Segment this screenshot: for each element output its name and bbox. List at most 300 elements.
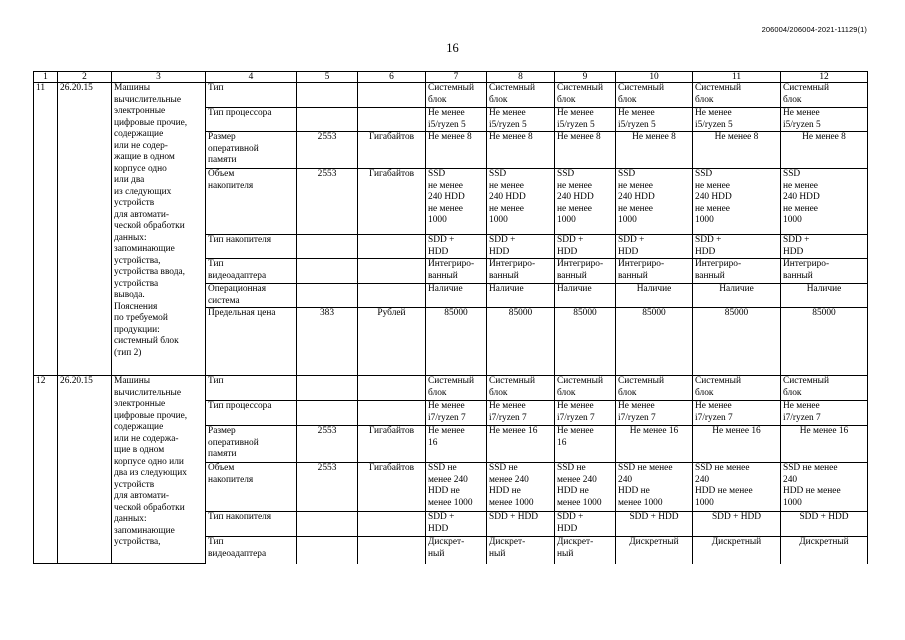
value-cell [616,284,693,308]
characteristic-line: Тип [208,83,224,93]
value-line: SDD + [428,512,455,522]
value-line: Интегриро- [783,259,830,269]
value-line: SDD + [557,235,584,245]
product-name-line: вычислительные [114,387,182,398]
value-line: Интегриро- [695,259,742,269]
value-line: Не менее 8 [802,132,846,142]
unit-cell [358,401,426,426]
value-line: ный [428,548,445,559]
product-name-line: два из следующих [114,468,187,478]
value-line: ный [489,548,506,559]
okei-code-cell [297,83,358,108]
value-cell [781,463,868,512]
value-cell [616,259,693,284]
value-line: SSD [695,169,713,179]
unit-cell [358,537,426,564]
value-line: Системный [557,83,603,93]
value-line: Не менее [489,401,526,411]
value-line: i7/ryzen 7 [557,412,595,423]
unit-cell [358,259,426,284]
value-line: 240 HDD [489,192,526,202]
value-line: HDD [557,523,578,534]
value-line: не менее [618,180,653,191]
characteristic-cell [206,426,297,463]
value-line: менее 240 [557,474,597,485]
okei-code: 2553 [317,169,337,179]
value-line: не менее [695,203,730,214]
characteristic-cell [206,169,297,235]
value-line: Интегриро- [618,259,665,269]
value-cell [555,235,616,259]
value-line: не менее [489,180,524,191]
value-line: Не менее [618,108,655,118]
value-line: ный [557,548,574,559]
value-line: менее 1000 [557,497,602,508]
document-id: 206004/206004-2021-11129(1) [761,25,867,34]
unit-cell [358,284,426,308]
characteristic-cell [206,259,297,284]
product-name-line: щие в одном [114,445,165,455]
product-name-line: устройства, [114,537,161,547]
value-line: 1000 [695,215,714,225]
product-name-line: или не содер- [114,140,168,151]
value-line: 85000 [812,308,836,318]
value-cell [426,83,487,108]
value-cell [555,512,616,537]
product-name-line: Машины [114,376,151,386]
characteristic-line: видеоадаптера [208,548,267,559]
value-cell [487,235,555,259]
unit-name: Гигабайтов [368,426,415,436]
value-line: 240 HDD [557,192,594,202]
value-cell [487,463,555,512]
value-line: не менее [783,180,818,191]
row-number-cell [34,83,58,376]
value-line: Наличие [806,284,842,294]
value-line: HDD не [557,486,589,496]
value-line: 240 HDD [618,192,655,202]
value-line: блок [557,387,576,398]
value-cell [616,235,693,259]
value-line: блок [489,94,508,105]
value-cell [487,376,555,401]
value-cell [693,401,781,426]
value-line: 240 HDD [783,192,820,202]
characteristic-line: памяти [208,449,237,459]
value-cell [781,537,868,564]
okei-code-cell [297,401,358,426]
value-line: Наличие [719,284,754,294]
value-line: менее 240 [489,474,529,485]
okei-code: 2553 [317,463,337,473]
value-line: ванный [428,270,458,281]
value-cell [693,108,781,132]
value-line: Не менее 8 [632,132,676,142]
value-line: SDD + HDD [799,512,849,522]
value-line: SDD + [557,512,584,522]
column-header: 3 [112,72,206,83]
characteristic-cell [206,376,297,401]
value-line: 1000 [428,215,447,225]
value-line: i5/ryzen 5 [695,119,733,130]
product-name-line: данных: [114,514,147,524]
value-cell [781,108,868,132]
value-cell [781,83,868,108]
table-row [34,376,868,401]
value-line: SSD [489,169,507,179]
column-header: 10 [616,72,693,83]
characteristic-line: видеоадаптера [208,270,267,281]
value-line: SSD [783,169,801,179]
value-cell [693,463,781,512]
unit-name: Гигабайтов [368,169,415,179]
characteristic-line: Операционная [208,284,267,294]
value-line: Наличие [557,284,592,294]
value-line: Системный [489,83,535,93]
unit-cell [358,235,426,259]
value-line: SDD + [695,235,722,245]
unit-name: Гигабайтов [368,463,415,473]
value-line: Не менее [783,108,820,118]
value-cell [426,537,487,564]
product-name-cell [112,376,206,564]
row-number: 11 [36,83,46,93]
product-name-line: системный блок [114,336,179,346]
product-name-line: устройства ввода, [114,267,185,277]
value-line: Системный [618,376,664,386]
column-number-row [34,72,868,83]
characteristic-cell [206,463,297,512]
row-number: 12 [36,376,46,386]
product-name-line: устройства [114,278,159,289]
value-line: Дискрет- [489,537,526,547]
okei-code-cell [297,463,358,512]
value-line: блок [618,94,637,105]
characteristic-line: Тип накопителя [208,235,272,245]
value-line: Дискретный [799,537,849,547]
unit-cell [358,463,426,512]
value-cell [426,108,487,132]
product-name-line: жащие в одном [114,152,175,162]
product-name-line: из следующих [114,186,172,197]
value-line: HDD [783,246,804,257]
value-line: SSD [557,169,575,179]
value-line: Не менее [618,401,655,411]
product-name-line: Машины [114,83,151,93]
value-line: Системный [695,376,741,386]
okei-code: 2553 [317,132,337,142]
value-line: не менее [695,180,730,191]
value-line: не менее [557,203,592,214]
value-line: Системный [783,83,829,93]
value-line: Системный [618,83,664,93]
product-name-line: для автомати- [114,491,169,501]
value-line: HDD не [489,486,521,496]
characteristic-cell [206,512,297,537]
value-line: не менее [428,203,463,214]
value-line: 85000 [724,308,749,318]
product-name-line: содержащие [114,129,164,139]
okei-code-cell [297,426,358,463]
column-header: 5 [297,72,358,83]
unit-cell [358,376,426,401]
product-name-line: (тип 2) [114,347,142,358]
value-cell [616,376,693,401]
value-cell [555,108,616,132]
table-row [34,83,868,108]
value-line: 85000 [573,308,597,318]
value-cell [555,376,616,401]
value-line: Не менее 8 [557,132,601,142]
product-name-line: электронные [114,399,166,409]
value-cell [426,376,487,401]
characteristic-line: Размер [208,426,236,436]
value-cell [616,426,693,463]
okei-code-cell [297,284,358,308]
value-line: Не менее 8 [428,132,472,142]
product-name-line: ческой обработки [114,502,185,513]
value-cell [487,169,555,235]
value-line: Дискрет- [428,537,465,547]
value-cell [616,132,693,169]
value-cell [781,401,868,426]
value-line: SDD + HDD [711,512,762,522]
value-cell [426,259,487,284]
value-line: Не менее [428,401,465,411]
value-cell [616,308,693,376]
characteristic-line: Тип [208,376,224,386]
value-line: блок [489,387,508,398]
value-line: Не менее [695,108,732,118]
product-name-line: устройств [114,479,155,490]
value-line: i5/ryzen 5 [489,119,527,130]
value-line: SDD + HDD [489,512,539,522]
value-line: SSD не [428,463,457,473]
product-name-line: содержащие [114,422,164,432]
product-name-line: запоминающие [114,525,175,536]
value-cell [616,463,693,512]
value-line: HDD не менее [695,486,753,496]
value-cell [781,512,868,537]
characteristic-line: Объем [208,169,235,179]
value-cell [555,426,616,463]
value-line: ванный [489,270,519,281]
value-line: HDD не менее [783,486,841,496]
value-line: ванный [557,270,587,281]
characteristic-cell [206,537,297,564]
product-name-line: цифровые прочие, [114,117,188,128]
product-name-line: электронные [114,106,166,116]
spec-table [33,71,868,564]
value-cell [781,259,868,284]
value-line: Не менее [428,426,465,436]
product-name-line: для автомати- [114,209,169,220]
value-line: Наличие [428,284,463,294]
value-line: блок [428,387,447,398]
characteristic-cell [206,308,297,376]
value-line: Системный [428,376,474,386]
characteristic-cell [206,401,297,426]
value-line: менее 1000 [489,497,534,508]
characteristic-line: Тип процессора [208,108,272,118]
unit-cell [358,169,426,235]
value-cell [426,308,487,376]
value-line: блок [618,387,637,398]
value-line: i5/ryzen 5 [618,119,656,130]
characteristic-cell [206,83,297,108]
value-cell [781,169,868,235]
okpd-code: 26.20.15 [60,376,93,386]
value-cell [555,308,616,376]
unit-cell [358,108,426,132]
value-cell [487,259,555,284]
value-line: Не менее 16 [712,426,761,436]
column-header: 2 [58,72,112,83]
value-cell [693,426,781,463]
value-cell [693,512,781,537]
value-line: блок [428,94,447,105]
unit-cell [358,426,426,463]
value-cell [487,401,555,426]
value-cell [487,284,555,308]
product-name-line: запоминающие [114,244,175,254]
value-line: Дискрет- [557,537,594,547]
product-name-line: устройств [114,198,155,208]
value-line: не менее [557,180,592,191]
okpd-code-cell [58,83,112,376]
value-line: 1000 [618,215,637,225]
value-cell [487,132,555,169]
characteristic-line: памяти [208,155,237,165]
value-line: SSD не менее [695,463,750,473]
value-line: Не менее 16 [489,426,538,436]
okpd-code: 26.20.15 [60,83,93,93]
characteristic-line: Объем [208,463,235,473]
value-line: Не менее 16 [799,426,849,436]
okei-code-cell [297,169,358,235]
value-line: Не менее [428,108,465,118]
value-line: 16 [428,437,438,448]
value-line: блок [695,387,714,398]
value-cell [426,169,487,235]
characteristic-line: Тип накопителя [208,512,272,522]
value-line: Интегриро- [489,259,536,269]
value-line: 1000 [783,497,802,508]
value-line: Не менее [695,401,732,411]
value-line: Интегриро- [428,259,475,269]
row-number-cell [34,376,58,564]
value-line: Системный [783,376,829,386]
okei-code-cell [297,537,358,564]
value-line: не менее [428,180,463,191]
value-cell [693,169,781,235]
value-cell [693,376,781,401]
value-line: i7/ryzen 7 [618,412,656,423]
product-name-line: данных: [114,232,147,243]
value-line: HDD [428,523,449,534]
characteristic-cell [206,235,297,259]
value-cell [555,537,616,564]
value-cell [616,108,693,132]
product-name-line: Пояснения [114,301,158,312]
value-line: Наличие [636,284,672,294]
value-line: Не менее [557,426,594,436]
product-name-line: ческой обработки [114,221,185,231]
product-name-line: корпусе одно [114,163,167,174]
value-line: Системный [489,376,535,386]
value-line: HDD не [618,486,650,496]
value-line: i7/ryzen 7 [428,412,466,423]
value-cell [555,169,616,235]
value-line: SDD + [428,235,455,245]
characteristic-cell [206,108,297,132]
value-line: Не менее [557,401,594,411]
value-cell [555,83,616,108]
value-line: Не менее [557,108,594,118]
value-cell [426,401,487,426]
value-line: Наличие [489,284,524,294]
value-cell [426,284,487,308]
column-header: 6 [358,72,426,83]
product-name-line: корпусе одно или [114,456,184,467]
value-line: 85000 [444,308,468,318]
value-cell [487,426,555,463]
value-cell [693,132,781,169]
value-line: 16 [557,437,567,448]
characteristic-line: накопителя [208,180,254,191]
value-line: 240 [695,474,710,485]
characteristic-line: оперативной [208,437,259,448]
value-line: Не менее [489,108,526,118]
value-line: блок [783,94,802,105]
okei-code: 2553 [317,426,337,436]
characteristic-cell [206,284,297,308]
characteristic-line: Размер [208,132,236,142]
product-name-line: по требуемой [114,313,168,323]
value-line: 240 [618,474,633,485]
value-cell [426,426,487,463]
value-line: HDD [695,246,716,257]
value-line: Не менее 8 [489,132,533,142]
value-line: 240 HDD [695,192,732,202]
page-number: 16 [446,41,459,55]
value-line: i7/ryzen 7 [489,412,527,423]
value-line: Интегриро- [557,259,604,269]
characteristic-line: оперативной [208,143,259,154]
value-line: HDD [618,246,639,257]
okei-code-cell [297,132,358,169]
value-cell [616,401,693,426]
value-line: HDD [428,246,449,257]
characteristic-line: Предельная цена [208,308,276,318]
value-cell [487,83,555,108]
characteristic-line: Тип процессора [208,401,272,411]
value-line: не менее [489,203,524,214]
value-cell [555,132,616,169]
okei-code-cell [297,512,358,537]
value-line: 240 HDD [428,192,465,202]
column-header: 11 [693,72,781,83]
okei-code-cell [297,108,358,132]
value-line: SDD + [618,235,645,245]
unit-cell [358,308,426,376]
value-line: SSD не менее [618,463,673,473]
value-cell [616,83,693,108]
value-line: Системный [428,83,474,93]
value-cell [781,376,868,401]
value-line: ванный [783,270,813,281]
column-header: 12 [781,72,868,83]
